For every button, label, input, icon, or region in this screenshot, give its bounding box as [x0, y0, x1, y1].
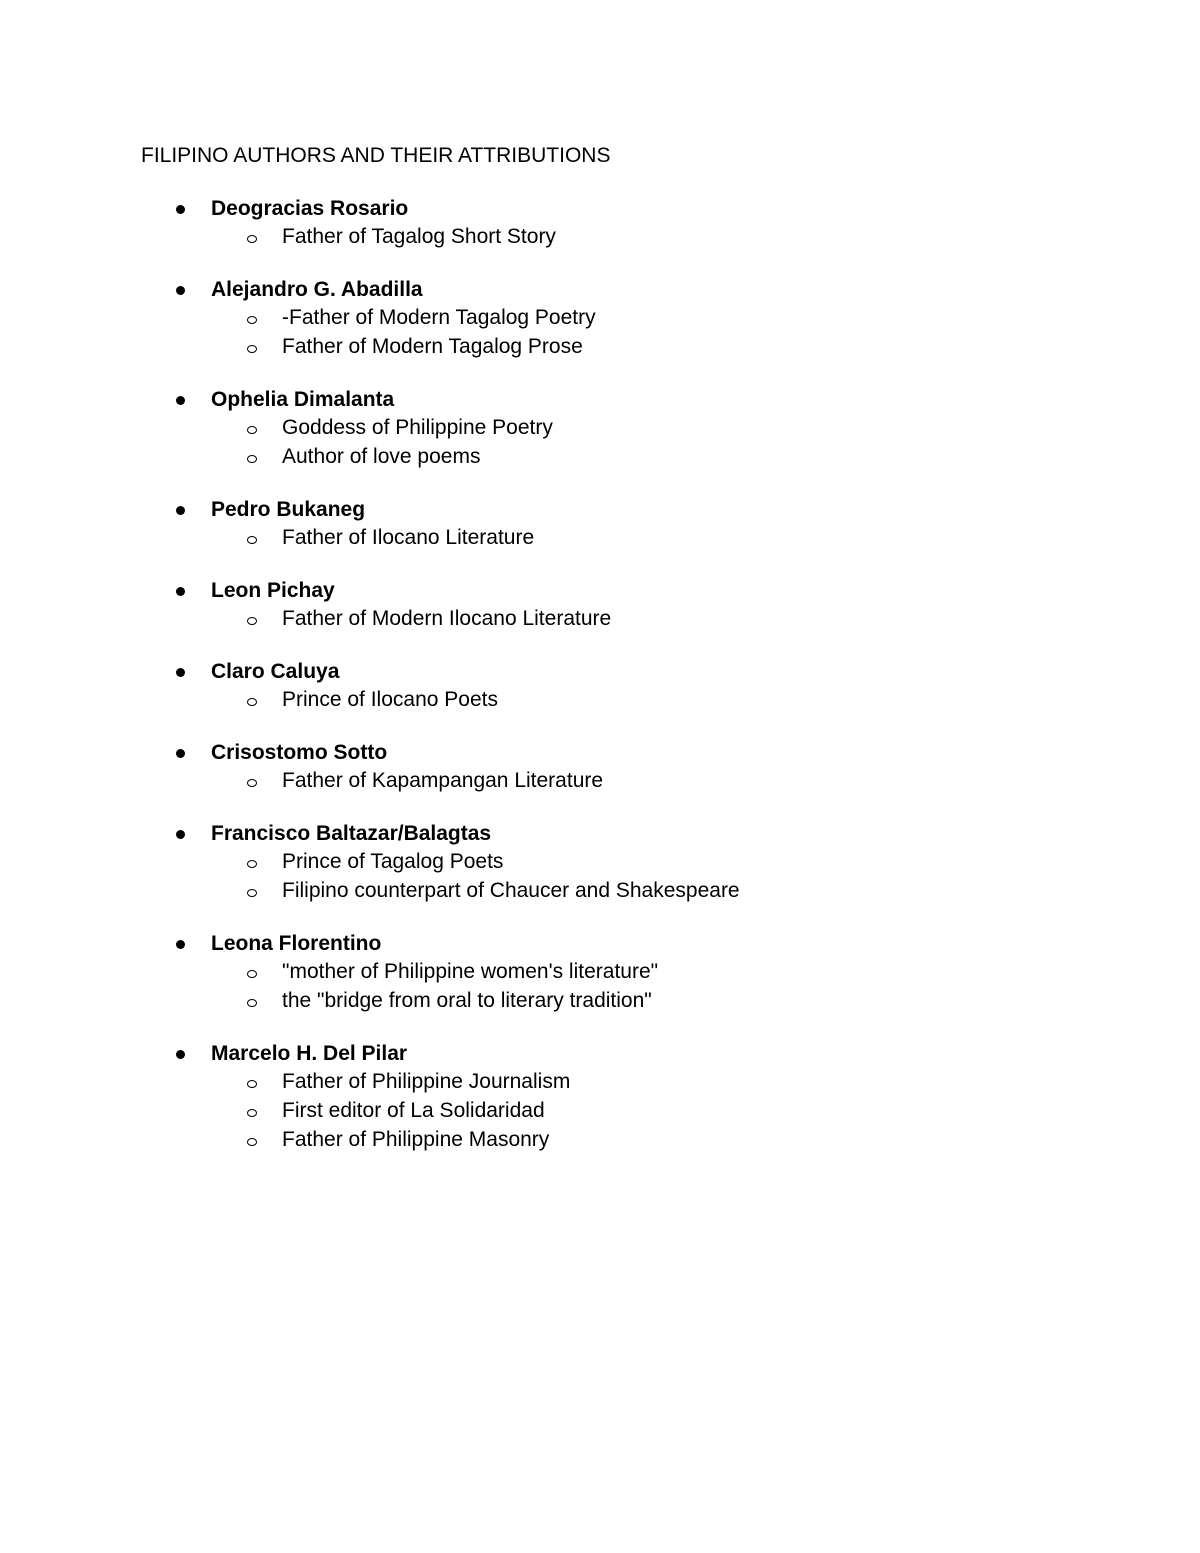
bullet-icon — [176, 940, 185, 949]
author-name: Deogracias Rosario — [211, 197, 409, 220]
sub-bullet-icon — [247, 698, 257, 706]
attribution-text: Father of Philippine Masonry — [282, 1128, 550, 1151]
attribution-list — [0, 957, 1200, 1015]
attribution-text: First editor of La Solidaridad — [282, 1099, 545, 1122]
bullet-icon — [176, 286, 185, 295]
sub-bullet-icon — [247, 1109, 257, 1117]
author-item — [0, 578, 1200, 633]
attribution-text: Filipino counterpart of Chaucer and Shakespeare — [282, 879, 740, 902]
bullet-icon — [176, 396, 185, 405]
author-item — [0, 497, 1200, 552]
sub-bullet-icon — [247, 860, 257, 868]
attribution-text: Prince of Tagalog Poets — [282, 850, 504, 873]
attribution-text: Prince of Ilocano Poets — [282, 688, 498, 711]
sub-bullet-icon — [247, 999, 257, 1007]
sub-bullet-icon — [247, 345, 257, 353]
bullet-icon — [176, 668, 185, 677]
sub-bullet-icon — [247, 617, 257, 625]
attribution-list — [0, 604, 1200, 633]
attribution-item — [0, 1067, 1200, 1096]
attribution-item — [0, 685, 1200, 714]
author-name: Ophelia Dimalanta — [211, 388, 395, 411]
author-name: Leon Pichay — [211, 579, 335, 602]
author-item — [0, 659, 1200, 714]
author-name: Crisostomo Sotto — [211, 741, 388, 764]
bullet-icon — [176, 1050, 185, 1059]
attribution-item — [0, 222, 1200, 251]
author-name: Claro Caluya — [211, 660, 340, 683]
attribution-item — [0, 1096, 1200, 1125]
document-title: FILIPINO AUTHORS AND THEIR ATTRIBUTIONS — [141, 144, 611, 167]
author-name: Leona Florentino — [211, 932, 382, 955]
author-list — [0, 196, 1200, 1180]
attribution-text: "mother of Philippine women's literature" — [282, 960, 659, 983]
author-heading — [0, 740, 1200, 766]
bullet-icon — [176, 205, 185, 214]
attribution-text: Father of Modern Tagalog Prose — [282, 335, 583, 358]
author-heading — [0, 1041, 1200, 1067]
attribution-list — [0, 413, 1200, 471]
attribution-list — [0, 303, 1200, 361]
sub-bullet-icon — [247, 426, 257, 434]
author-item — [0, 931, 1200, 1015]
sub-bullet-icon — [247, 536, 257, 544]
author-heading — [0, 196, 1200, 222]
author-item — [0, 740, 1200, 795]
sub-bullet-icon — [247, 235, 257, 243]
attribution-item — [0, 847, 1200, 876]
attribution-item — [0, 766, 1200, 795]
attribution-list — [0, 766, 1200, 795]
author-item — [0, 387, 1200, 471]
attribution-list — [0, 685, 1200, 714]
attribution-item — [0, 442, 1200, 471]
attribution-item — [0, 303, 1200, 332]
attribution-item — [0, 604, 1200, 633]
attribution-text: Father of Modern Ilocano Literature — [282, 607, 612, 630]
attribution-item — [0, 1125, 1200, 1154]
sub-bullet-icon — [247, 316, 257, 324]
attribution-text: Father of Philippine Journalism — [282, 1070, 571, 1093]
author-heading — [0, 659, 1200, 685]
attribution-item — [0, 332, 1200, 361]
attribution-text: Father of Tagalog Short Story — [282, 225, 556, 248]
bullet-icon — [176, 749, 185, 758]
attribution-text: Author of love poems — [282, 445, 481, 468]
bullet-icon — [176, 506, 185, 515]
sub-bullet-icon — [247, 779, 257, 787]
author-name: Marcelo H. Del Pilar — [211, 1042, 408, 1065]
attribution-list — [0, 847, 1200, 905]
attribution-list — [0, 222, 1200, 251]
sub-bullet-icon — [247, 1138, 257, 1146]
attribution-text: -Father of Modern Tagalog Poetry — [282, 306, 596, 329]
author-heading — [0, 578, 1200, 604]
sub-bullet-icon — [247, 970, 257, 978]
author-heading — [0, 277, 1200, 303]
attribution-item — [0, 413, 1200, 442]
attribution-item — [0, 523, 1200, 552]
author-item — [0, 196, 1200, 251]
attribution-text: the "bridge from oral to literary tradition" — [282, 989, 652, 1012]
attribution-text: Father of Ilocano Literature — [282, 526, 535, 549]
sub-bullet-icon — [247, 1080, 257, 1088]
author-item — [0, 277, 1200, 361]
author-heading — [0, 931, 1200, 957]
author-heading — [0, 497, 1200, 523]
sub-bullet-icon — [247, 889, 257, 897]
attribution-item — [0, 876, 1200, 905]
author-item — [0, 1041, 1200, 1154]
attribution-text: Goddess of Philippine Poetry — [282, 416, 553, 439]
attribution-item — [0, 986, 1200, 1015]
attribution-item — [0, 957, 1200, 986]
bullet-icon — [176, 830, 185, 839]
author-name: Pedro Bukaneg — [211, 498, 366, 521]
author-item — [0, 821, 1200, 905]
attribution-list — [0, 1067, 1200, 1154]
sub-bullet-icon — [247, 455, 257, 463]
bullet-icon — [176, 587, 185, 596]
author-heading — [0, 821, 1200, 847]
author-heading — [0, 387, 1200, 413]
author-name: Alejandro G. Abadilla — [211, 278, 423, 301]
author-name: Francisco Baltazar/Balagtas — [211, 822, 492, 845]
attribution-text: Father of Kapampangan Literature — [282, 769, 604, 792]
attribution-list — [0, 523, 1200, 552]
